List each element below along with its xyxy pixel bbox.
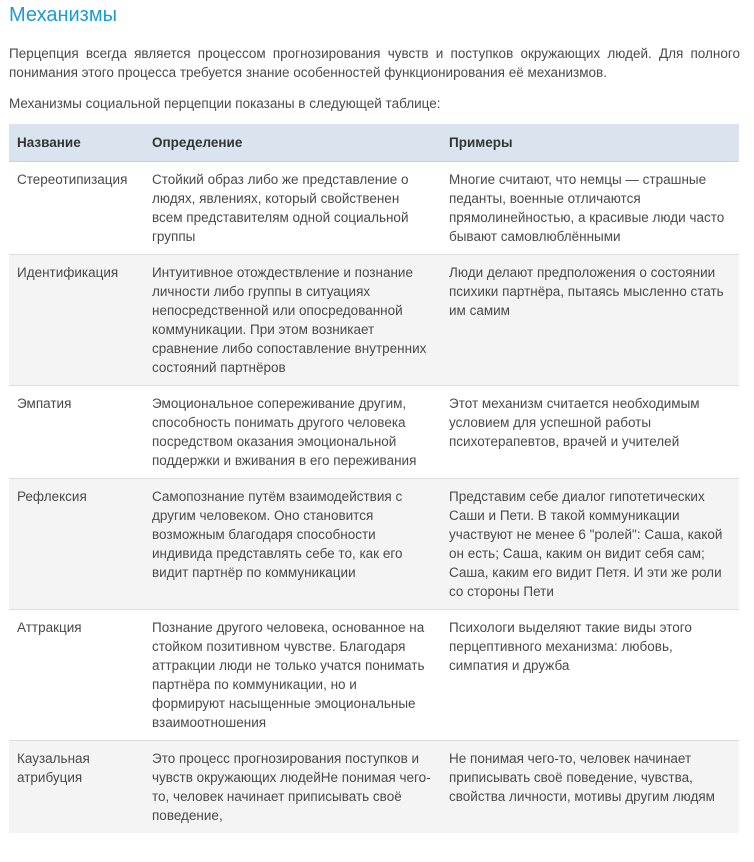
table-row <box>9 162 739 255</box>
cell-definition: Познание другого человека, основанное на стойком позитивном чувстве. Благодаря аттракции люди не только учатся понимать партнёра по коммуникации, но и формируют насыщенные эмоциональные взаимоотношения <box>144 610 441 741</box>
cell-definition: Эмоциональное сопереживание другим, способность понимать другого человека посредством оказания эмоциональной поддержки и вживания в его переживания <box>144 386 441 479</box>
table-body <box>9 162 739 834</box>
cell-name: Рефлексия <box>9 479 144 610</box>
cell-example: Не понимая чего-то, человек начинает приписывать своё поведение, чувства, свойства личности, мотивы другим людям <box>441 741 739 834</box>
cell-name: Каузальная атрибуция <box>9 741 144 834</box>
mechanisms-table <box>9 124 739 833</box>
table-header <box>9 124 739 162</box>
cell-definition: Это процесс прогнозирования поступков и чувств окружающих людейНе понимая чего-то, человек начинает приписывать своё поведение, <box>144 741 441 834</box>
table-row <box>9 741 739 834</box>
table-row <box>9 610 739 741</box>
cell-name: Аттракция <box>9 610 144 741</box>
cell-example: Психологи выделяют такие виды этого перцептивного механизма: любовь, симпатия и дружба <box>441 610 739 741</box>
cell-name: Стереотипизация <box>9 162 144 255</box>
intro-paragraph: Перцепция всегда является процессом прогнозирования чувств и поступков окружающих людей. Для полного понимания этого процесса требуется знание особенностей функционирования её механизмов. <box>9 46 740 80</box>
cell-example: Люди делают предположения о состоянии психики партнёра, пытаясь мысленно стать им самим <box>441 255 739 386</box>
cell-example: Представим себе диалог гипотетических Саши и Пети. В такой коммуникации участвуют не менее 6 "ролей": Саша, какой он есть; Саша, каким он видит себя сам; Саша, каким его видит Петя. И эти же роли со стороны Пети <box>441 479 739 610</box>
cell-example: Многие считают, что немцы — страшные педанты, военные отличаются прямолинейностью, а красивые люди часто бывают самовлюблёнными <box>441 162 739 255</box>
table-row <box>9 479 739 610</box>
cell-name: Эмпатия <box>9 386 144 479</box>
cell-definition: Самопознание путём взаимодействия с другим человеком. Оно становится возможным благодаря способности индивида представлять себе то, как его видит партнёр по коммуникации <box>144 479 441 610</box>
cell-definition: Интуитивное отождествление и познание личности либо группы в ситуациях непосредственной или опосредованной коммуникации. При этом возникает сравнение либо сопоставление внутренних состояний партнёров <box>144 255 441 386</box>
cell-name: Идентификация <box>9 255 144 386</box>
header-definition: Определение <box>144 124 441 162</box>
table-header-row <box>9 124 739 162</box>
table-row <box>9 386 739 479</box>
header-examples: Примеры <box>441 124 739 162</box>
table-row <box>9 255 739 386</box>
cell-example: Этот механизм считается необходимым условием для успешной работы психотерапевтов, врачей и учителей <box>441 386 739 479</box>
cell-definition: Стойкий образ либо же представление о людях, явлениях, который свойственен всем представителям одной социальной группы <box>144 162 441 255</box>
page-title: Механизмы <box>9 4 117 26</box>
header-name: Название <box>9 124 144 162</box>
lead-paragraph: Механизмы социальной перцепции показаны в следующей таблице: <box>9 96 441 111</box>
